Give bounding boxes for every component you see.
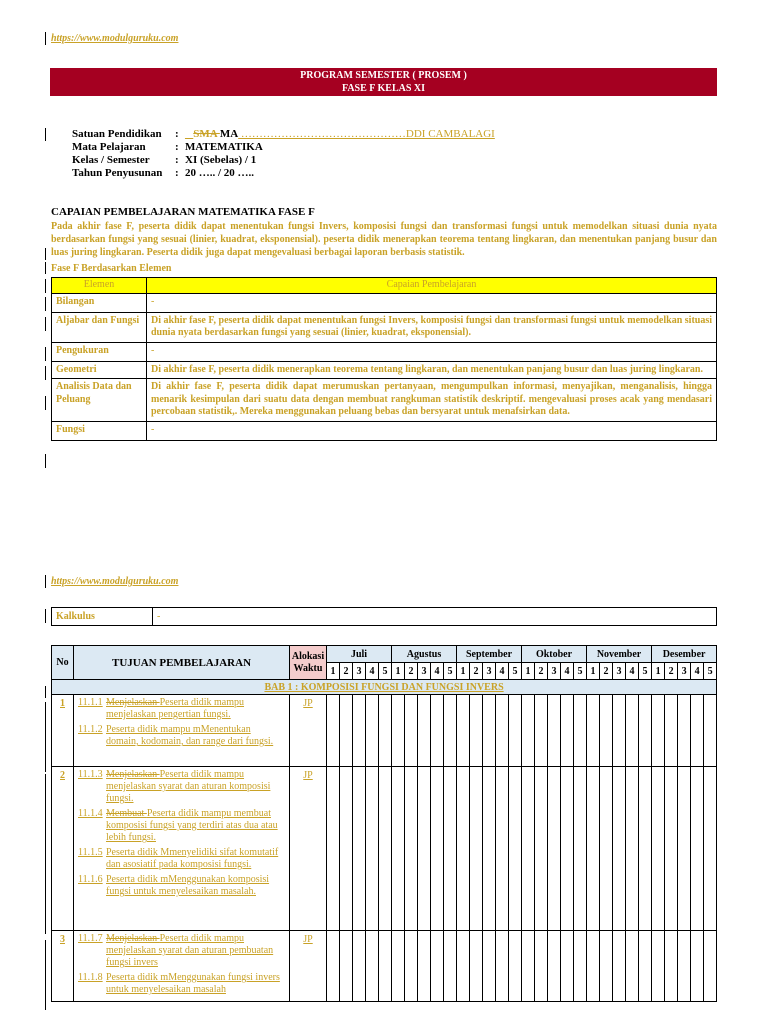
week-cell[interactable] [613,767,626,931]
colon: : [175,154,179,166]
week-number: 3 [678,663,691,680]
capaian-cell: Di akhir fase F, peserta didik dapat menentukan fungsi Invers, komposisi fungsi dan transformasi fungsi untuk memodelkan situasi dunia nyata berdasarkan fungsi yang sesuai (linier, kuadrat, eksponensial). [147,312,717,342]
week-cell[interactable] [704,695,717,767]
change-bar [45,366,46,380]
week-cell[interactable] [574,695,587,767]
week-cell[interactable] [444,695,457,767]
change-bar [45,686,46,698]
satuan-prefix: _ [185,128,194,140]
week-cell[interactable] [509,931,522,1002]
col-no: No [52,646,74,680]
col-alokasi [290,646,327,680]
tahun-label: Tahun Penyusunan [72,167,163,179]
week-number: 2 [340,663,353,680]
week-cell[interactable] [327,695,340,767]
week-number: 4 [366,663,379,680]
week-number: 1 [587,663,600,680]
website-link-2[interactable]: https://www.modulguruku.com [51,576,179,587]
week-cell[interactable] [561,695,574,767]
change-bar [45,279,46,293]
tujuan-inserted: Peserta didik Mmenyelidiki sifat komutatif dan asosiatif pada komposisi fungsi. [106,847,279,870]
tujuan-item [78,874,285,898]
week-cell[interactable] [548,931,561,1002]
tujuan-inserted: Peserta didik mampu mMenentukan domain, kodomain, dan range dari fungsi. [106,724,274,747]
kelas-label: Kelas / Semester [72,154,150,166]
satuan-ma: MA [219,128,239,140]
tujuan-inserted: Peserta didik mMenggunakan komposisi fungsi untuk menyelesaikan masalah. [106,874,270,897]
week-cell[interactable] [470,767,483,931]
week-cell[interactable] [431,767,444,931]
week-number: 3 [418,663,431,680]
satuan-strike: SMA [193,128,220,140]
week-cell[interactable] [639,767,652,931]
change-bar [45,774,46,934]
elemen-cell: Analisis Data dan Peluang [52,379,147,422]
colon: : [175,167,179,179]
week-number: 2 [665,663,678,680]
week-cell[interactable] [535,767,548,931]
tujuan-deleted: Menjelaskan [106,769,160,780]
week-cell[interactable] [691,695,704,767]
week-cell[interactable] [665,931,678,1002]
tujuan-code: 11.1.5 [78,847,103,858]
week-number: 4 [626,663,639,680]
capaian-cell: - [147,293,717,312]
row-number: 1 [52,695,74,767]
capaian-cell: - [147,421,717,440]
elemen-cell: Pengukuran [52,342,147,361]
week-cell[interactable] [327,767,340,931]
week-number: 5 [509,663,522,680]
tujuan-code: 11.1.8 [78,972,103,983]
capaian-cell: - [147,342,717,361]
month-juli: Juli [327,646,392,663]
elemen-cell: Aljabar dan Fungsi [52,312,147,342]
prosem-row [52,695,717,767]
week-cell[interactable] [535,695,548,767]
week-cell[interactable] [626,931,639,1002]
elemen-cell: Geometri [52,361,147,379]
week-cell[interactable] [665,695,678,767]
week-cell[interactable] [691,931,704,1002]
cp-element-table [51,277,717,441]
tujuan-item [78,697,285,721]
row-number: 3 [52,931,74,1002]
week-cell[interactable] [678,931,691,1002]
tujuan-deleted: Menjelaskan [106,933,160,944]
website-link[interactable]: https://www.modulguruku.com [51,33,179,44]
tujuan-item [78,847,285,871]
week-cell[interactable] [379,931,392,1002]
week-cell[interactable] [561,931,574,1002]
week-cell[interactable] [613,931,626,1002]
week-cell[interactable] [483,931,496,1002]
tujuan-cell [74,695,290,767]
week-cell[interactable] [457,695,470,767]
week-cell[interactable] [522,931,535,1002]
week-number: 4 [496,663,509,680]
week-cell[interactable] [327,931,340,1002]
document-title-band [50,68,717,96]
tujuan-inserted: Peserta didik mampu menjelaskan syarat dan aturan pembuatan fungsi invers [106,933,274,968]
week-cell[interactable] [483,695,496,767]
colon: : [175,128,179,140]
alokasi-line2: Waktu [293,662,323,674]
week-cell[interactable] [613,695,626,767]
change-bar [45,940,46,1010]
col-tujuan: TUJUAN PEMBELAJARAN [74,646,290,680]
satuan-dots: ……………………………………… [238,128,406,140]
week-number: 1 [392,663,405,680]
change-bar [45,297,46,311]
capaian-cell: Di akhir fase F, peserta didik menerapkan teorema tentang lingkaran, dan menentukan panjang busur dan luas juring lingkaran. [147,361,717,379]
tujuan-deleted: Membuat [106,808,147,819]
tujuan-inserted: Peserta didik mampu membuat komposisi fungsi yang terdiri atas dua atau lebih fungsi. [106,808,278,843]
week-cell[interactable] [548,767,561,931]
week-cell[interactable] [600,695,613,767]
identity-table [72,128,495,180]
week-cell[interactable] [678,767,691,931]
tujuan-item [78,933,285,969]
week-cell[interactable] [652,695,665,767]
capaian-cell: - [153,608,717,626]
week-cell[interactable] [366,931,379,1002]
week-cell[interactable] [522,695,535,767]
week-cell[interactable] [457,767,470,931]
week-number: 2 [535,663,548,680]
alokasi-line1: Alokasi [291,650,325,662]
week-cell[interactable] [665,767,678,931]
col-elemen: Elemen [52,278,147,294]
tujuan-inserted: Peserta didik mampu menjelaskan syarat dan aturan komposisi fungsi. [106,769,271,804]
month-november: November [587,646,652,663]
week-cell[interactable] [600,931,613,1002]
bab-heading: BAB 1 : KOMPOSISI FUNGSI DAN FUNGSI INVERS [52,680,717,695]
week-cell[interactable] [574,767,587,931]
week-cell[interactable] [470,695,483,767]
week-cell[interactable] [704,767,717,931]
kelas-value: XI (Sebelas) / 1 [185,154,257,166]
cp-subheading: Fase F Berdasarkan Elemen [51,263,172,274]
week-cell[interactable] [418,695,431,767]
week-cell[interactable] [535,931,548,1002]
week-number: 5 [444,663,457,680]
change-bar [45,396,46,410]
week-cell[interactable] [353,695,366,767]
alokasi-cell: JP [290,931,327,1002]
tujuan-code: 11.1.7 [78,933,103,944]
week-number: 5 [574,663,587,680]
week-cell[interactable] [379,767,392,931]
week-cell[interactable] [626,767,639,931]
week-cell[interactable] [587,767,600,931]
tujuan-text [106,847,285,871]
elemen-cell: Kalkulus [52,608,153,626]
week-cell[interactable] [379,695,392,767]
week-cell[interactable] [652,931,665,1002]
week-cell[interactable] [496,931,509,1002]
week-cell[interactable] [600,767,613,931]
week-number: 2 [405,663,418,680]
week-cell[interactable] [704,931,717,1002]
week-number: 5 [379,663,392,680]
tujuan-text [106,724,285,748]
month-oktober: Oktober [522,646,587,663]
week-number: 4 [691,663,704,680]
week-cell[interactable] [587,695,600,767]
month-agustus: Agustus [392,646,457,663]
tujuan-text [106,933,285,969]
change-bar [45,317,46,331]
week-cell[interactable] [418,931,431,1002]
week-cell[interactable] [418,767,431,931]
week-cell[interactable] [626,695,639,767]
change-bar [45,702,46,772]
tujuan-inserted: Peserta didik mMenggunakan fungsi invers untuk menyelesaikan masalah [106,972,280,995]
week-cell[interactable] [548,695,561,767]
week-cell[interactable] [470,931,483,1002]
capaian-cell: Di akhir fase F, peserta didik dapat merumuskan pertanyaan, mengumpulkan informasi, menyajikan, menganalisis, hingga menarik kesimpulan dari suatu data dengan membuat rangkuman statistik deskriptif. mengevaluasi proses acak yang mendasari percobaan statistik,. Mereka menggunakan peluang bebas dan bersyarat untuk menafsirkan data. [147,379,717,422]
week-number: 5 [639,663,652,680]
tujuan-item [78,808,285,844]
week-cell[interactable] [366,767,379,931]
tujuan-code: 11.1.2 [78,724,103,735]
tujuan-code: 11.1.1 [78,697,103,708]
cp-paragraph: Pada akhir fase F, peserta didik dapat menentukan fungsi Invers, komposisi fungsi dan transformasi fungsi untuk memodelkan situasi dunia nyata berdasarkan fungsi yang sesuai (linier, kuadrat, eksponensial). peserta didik menerapkan teorema tentang lingkaran, dan menentukan panjang busur dan luas juring lingkaran. Peserta didik juga dapat mengevaluasi berbagai laporan berbasis statistik. [51,221,717,258]
week-number: 2 [470,663,483,680]
week-cell[interactable] [483,767,496,931]
week-cell[interactable] [353,931,366,1002]
week-number: 3 [483,663,496,680]
week-cell[interactable] [340,695,353,767]
week-cell[interactable] [444,767,457,931]
change-bar [45,128,46,141]
alokasi-cell: JP [290,767,327,931]
prosem-row [52,767,717,931]
row-number: 2 [52,767,74,931]
week-cell[interactable] [639,695,652,767]
week-number: 1 [327,663,340,680]
change-bar [45,347,46,361]
tujuan-text [106,808,285,844]
tujuan-text [106,972,285,996]
week-cell[interactable] [444,931,457,1002]
change-bar [45,454,46,468]
kalkulus-table [51,607,717,626]
week-cell[interactable] [340,767,353,931]
week-cell[interactable] [522,767,535,931]
document-title: PROGRAM SEMESTER ( PROSEM ) [300,70,467,81]
tujuan-item [78,724,285,748]
week-cell[interactable] [678,695,691,767]
elemen-cell: Fungsi [52,421,147,440]
week-cell[interactable] [353,767,366,931]
week-cell[interactable] [587,931,600,1002]
tujuan-text [106,874,285,898]
week-number: 1 [652,663,665,680]
colon: : [175,141,179,153]
tujuan-cell [74,931,290,1002]
change-bar [45,609,46,623]
tujuan-text [106,697,285,721]
week-cell[interactable] [366,695,379,767]
tujuan-code: 11.1.4 [78,808,103,819]
week-cell[interactable] [574,931,587,1002]
week-cell[interactable] [496,695,509,767]
week-cell[interactable] [392,695,405,767]
tujuan-item [78,769,285,805]
week-cell[interactable] [652,767,665,931]
week-cell[interactable] [691,767,704,931]
week-cell[interactable] [431,931,444,1002]
week-cell[interactable] [392,931,405,1002]
tujuan-item [78,972,285,996]
change-bar [45,262,46,274]
tujuan-code: 11.1.3 [78,769,103,780]
week-number: 5 [704,663,717,680]
week-cell[interactable] [392,767,405,931]
week-cell[interactable] [340,931,353,1002]
satuan-value [185,128,495,141]
elemen-cell: Bilangan [52,293,147,312]
tujuan-inserted: Peserta didik mampu menjelaskan pengertian fungsi. [106,697,245,720]
week-cell[interactable] [509,767,522,931]
mapel-value: MATEMATIKA [185,141,263,153]
prosem-table [51,645,717,1002]
week-cell[interactable] [561,767,574,931]
col-capaian: Capaian Pembelajaran [147,278,717,294]
tujuan-code: 11.1.6 [78,874,103,885]
week-number: 3 [548,663,561,680]
document-subtitle: FASE F KELAS XI [341,83,426,94]
week-cell[interactable] [431,695,444,767]
tujuan-cell [74,767,290,931]
tujuan-text [106,769,285,805]
week-cell[interactable] [509,695,522,767]
week-number: 4 [561,663,574,680]
change-bar [45,32,46,45]
school-name: DDI CAMBALAGI [405,128,495,140]
week-cell[interactable] [639,931,652,1002]
week-number: 2 [600,663,613,680]
prosem-row [52,931,717,1002]
week-number: 3 [353,663,366,680]
mapel-label: Mata Pelajaran [72,141,146,153]
week-cell[interactable] [405,767,418,931]
week-number: 4 [431,663,444,680]
week-number: 3 [613,663,626,680]
alokasi-cell: JP [290,695,327,767]
satuan-label: Satuan Pendidikan [72,128,162,140]
change-bar [45,248,46,260]
tujuan-deleted: Menjelaskan [106,697,160,708]
week-cell[interactable] [457,931,470,1002]
cp-heading: CAPAIAN PEMBELAJARAN MATEMATIKA FASE F [51,206,315,218]
week-cell[interactable] [405,931,418,1002]
week-cell[interactable] [405,695,418,767]
week-number: 1 [457,663,470,680]
tahun-value: 20 ….. / 20 ….. [185,167,255,179]
month-september: September [457,646,522,663]
month-desember: Desember [652,646,717,663]
week-cell[interactable] [496,767,509,931]
change-bar [45,575,46,588]
week-number: 1 [522,663,535,680]
